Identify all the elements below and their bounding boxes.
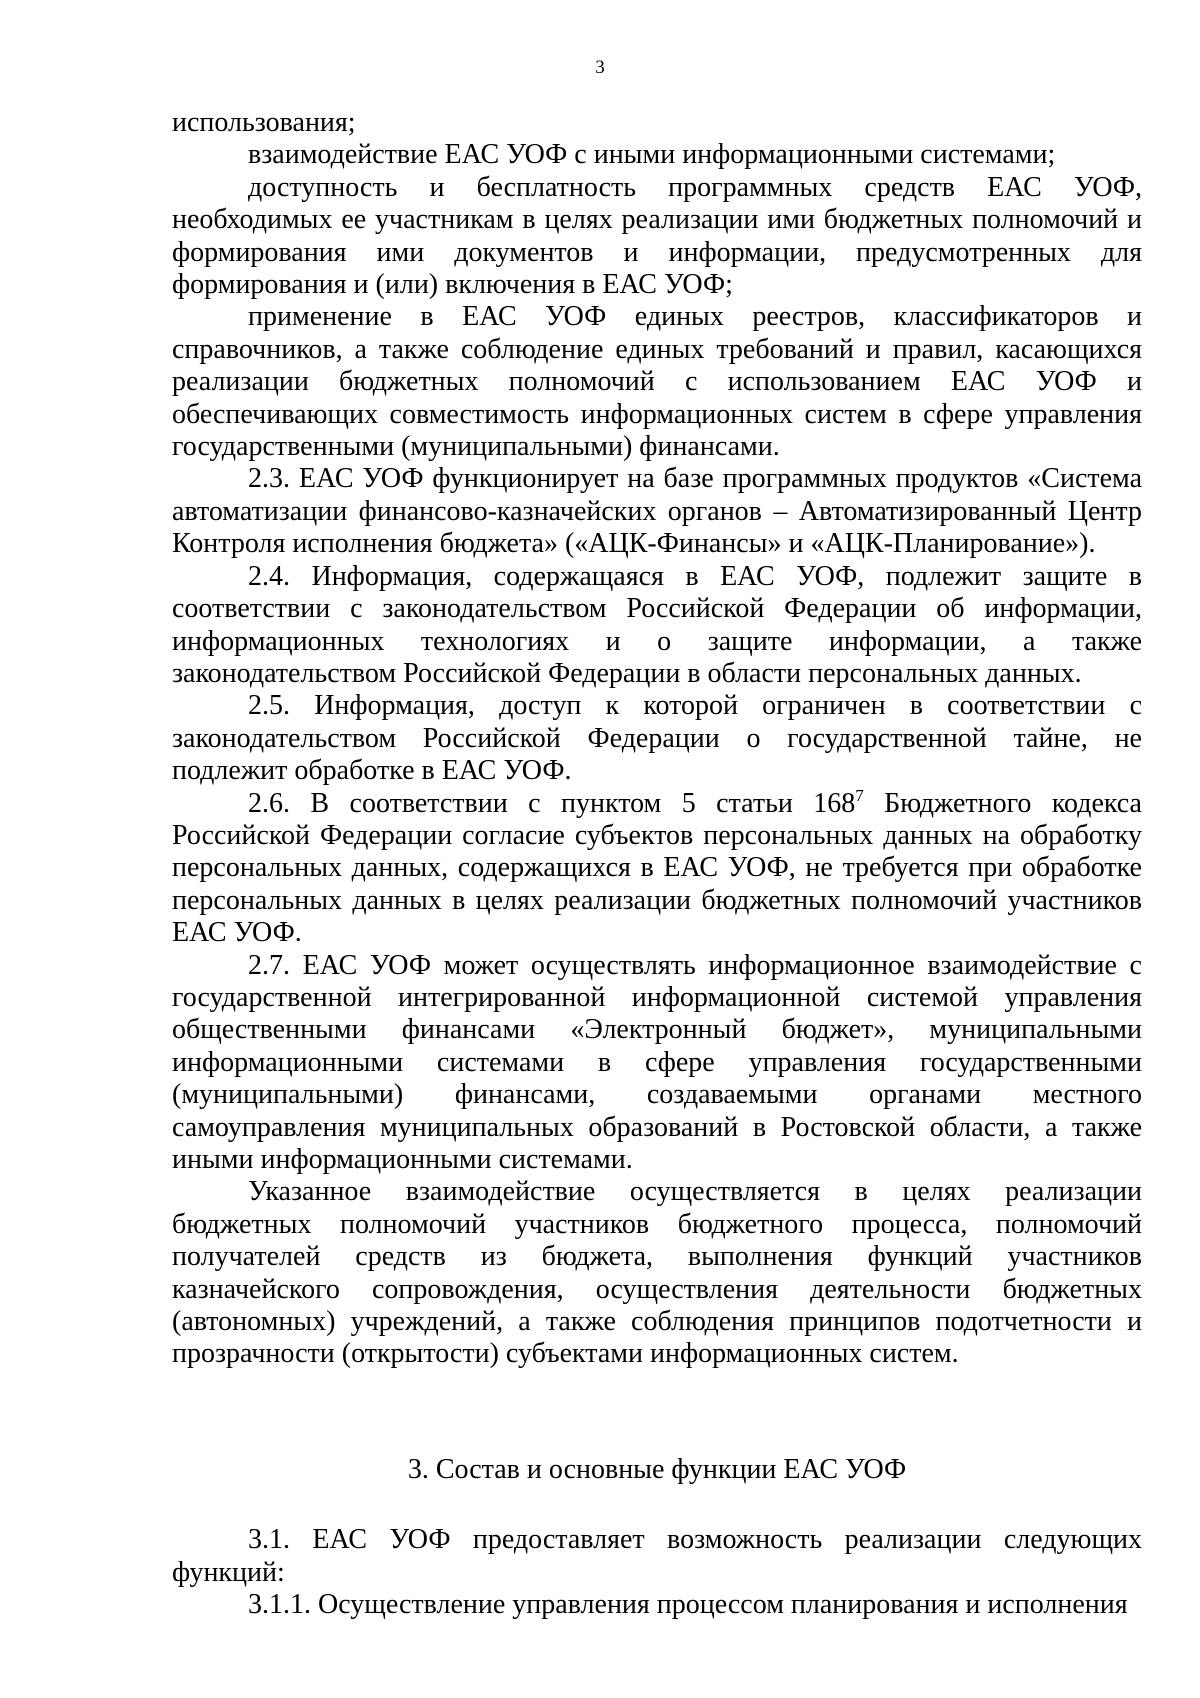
paragraph-accessibility: доступность и бесплатность программных средств ЕАС УОФ, необходимых ее участникам в целях реализации ими бюджетных полномочий и формирования ими документов и информации, предусмотренных для формирования и (или) включения в ЕАС УОФ;	[172, 171, 1142, 301]
paragraph-usage-end: использования;	[172, 107, 356, 138]
document-body	[172, 107, 1142, 1621]
paragraph-2-5: 2.5. Информация, доступ к которой ограничен в соответствии с законодательством Российской Федерации о государственной тайне, не подлежит обработке в ЕАС УОФ.	[172, 690, 1142, 787]
paragraph-2-6	[172, 785, 1142, 950]
paragraph-2-6-start: 2.6. В соответствии с пунктом 5 статьи 168	[248, 787, 856, 819]
section-heading: 3. Состав и основные функции ЕАС УОФ	[407, 1453, 907, 1485]
paragraph-interaction-purpose: Указанное взаимодействие осуществляется в целях реализации бюджетных полномочий участников бюджетного процесса, полномочий получателей средств из бюджета, выполнения функций участников казначейского сопровождения, осуществления деятельности бюджетных (автономных) учреждений, а также соблюдения принципов подотчетности и прозрачности (открытости) субъектами информационных систем.	[172, 1176, 1142, 1370]
paragraph-unified-registries: применение в ЕАС УОФ единых реестров, классификаторов и справочников, а также соблюдение единых требований и правил, касающихся реализации бюджетных полномочий с использованием ЕАС УОФ и обеспечивающих совместимость информационных систем в сфере управления государственными (муниципальными) финансами.	[172, 301, 1142, 463]
page-number: 3	[595, 57, 605, 78]
paragraph-2-4: 2.4. Информация, содержащаяся в ЕАС УОФ, подлежит защите в соответствии с законодательством Российской Федерации об информации, информационных технологиях и о защите информации, а также законодательством Российской Федерации в области персональных данных.	[172, 560, 1142, 689]
article-superscript: 7	[855, 785, 864, 805]
paragraph-3-1: 3.1. ЕАС УОФ предоставляет возможность реализации следующих функций:	[172, 1524, 1142, 1588]
paragraph-3-1-1: 3.1.1. Осуществление управления процессом планирования и исполнения	[248, 1589, 1128, 1621]
paragraph-2-6-rest: Бюджетного кодекса Российской Федерации согласие субъектов персональных данных на обработку персональных данных, содержащихся в ЕАС УОФ, не требуется при обработке персональных данных в целях реализации бюджетных полномочий участников ЕАС УОФ.	[172, 787, 1142, 949]
paragraph-interaction: взаимодействие ЕАС УОФ с иными информационными системами;	[248, 139, 1056, 171]
paragraph-2-3: 2.3. ЕАС УОФ функционирует на базе программных продуктов «Система автоматизации финансово-казначейских органов – Автоматизированный Центр Контроля исполнения бюджета» («АЦК-Финансы» и «АЦК-Планирование»).	[172, 463, 1142, 560]
paragraph-2-7: 2.7. ЕАС УОФ может осуществлять информационное взаимодействие с государственной интегрированной информационной системой управления общественными финансами «Электронный бюджет», муниципальными информационными системами в сфере управления государственными (муниципальными) финансами, создаваемыми органами местного самоуправления муниципальных образований в Ростовской области, а также иными информационными системами.	[172, 949, 1142, 1175]
